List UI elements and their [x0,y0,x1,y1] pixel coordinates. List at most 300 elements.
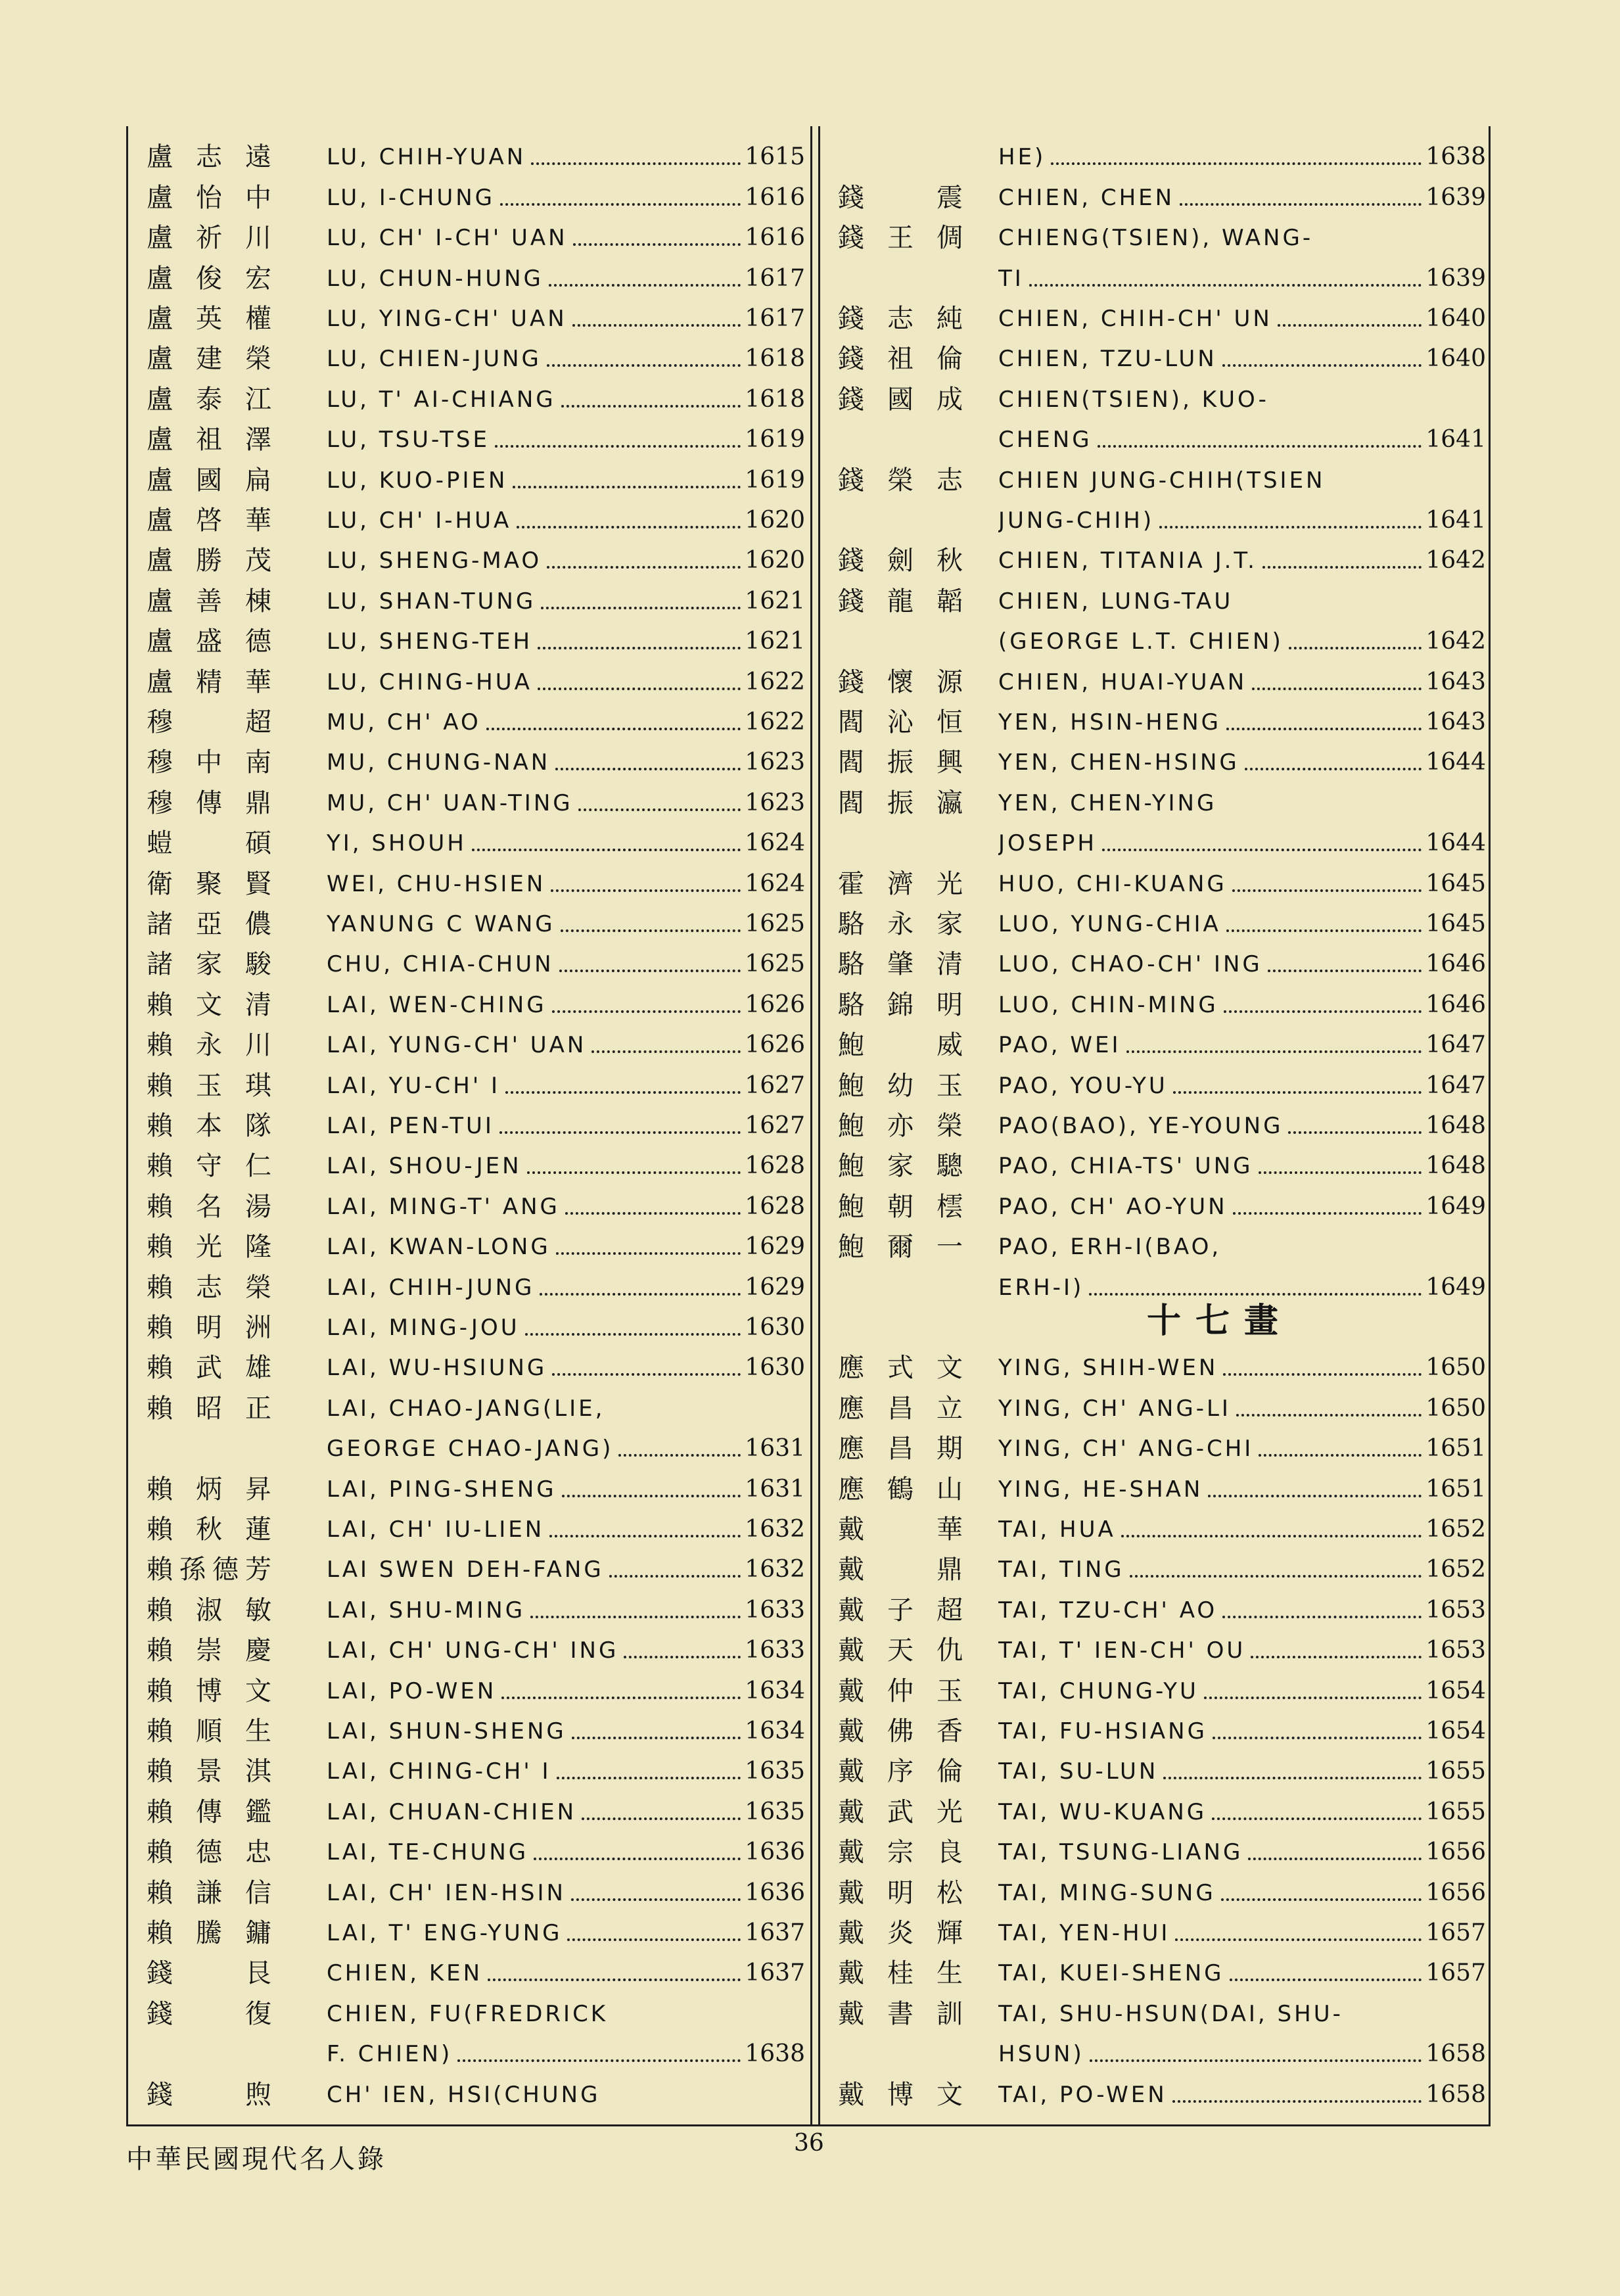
romanized-entry [327,708,812,737]
chinese-name: 賴 炳 昇 [147,1474,271,1505]
dot-leader [457,2059,741,2062]
romanized-name: LAI, MING-T' ANG [327,1193,560,1220]
romanized-entry [327,991,812,1019]
index-entry [820,818,1493,858]
romanized-entry [998,870,1493,899]
romanized-entry [998,1192,1493,1221]
chinese-name: 錢 復 [147,1998,271,2029]
page-reference: 1616 [745,224,805,252]
index-entry [820,1140,1493,1181]
romanized-name: CHU, CHIA-CHUN [327,951,554,978]
index-entry [820,858,1493,898]
chinese-name: 諸 家 駿 [147,949,271,980]
romanized-name: LU, I-CHUNG [327,184,496,211]
page-reference: 1622 [745,668,805,695]
romanized-name: LUO, YUNG-CHIA [998,910,1221,937]
romanized-entry [327,1273,812,1302]
chinese-name: 盧 泰 江 [147,384,271,415]
index-entry [820,2069,1493,2109]
dot-leader [1278,324,1422,327]
romanized-name: PAO, WEI [998,1032,1121,1059]
dot-leader [1223,1373,1422,1376]
chinese-name: 戴 宗 良 [838,1837,963,1868]
romanized-entry [327,1757,812,1786]
romanized-entry [327,1394,812,1423]
index-entry [128,1625,812,1665]
romanized-entry [327,1232,812,1261]
page-reference: 1654 [1425,1717,1486,1745]
page-reference: 1643 [1425,708,1486,736]
index-entry [820,414,1493,454]
index-entry [820,1867,1493,1907]
page-reference: 1628 [745,1192,805,1220]
page-reference: 1655 [1425,1798,1486,1825]
page-reference: 1638 [745,2040,805,2068]
chinese-name: 盧 盛 德 [147,626,271,657]
index-entry [128,1060,812,1100]
dot-leader [499,1131,741,1134]
chinese-name: 盧 俊 宏 [147,263,271,294]
chinese-name: 錢 懷 源 [838,667,963,697]
page-reference: 1617 [745,304,805,332]
index-entry [820,1181,1493,1221]
dot-leader [567,1938,741,1941]
page-reference: 1629 [745,1233,805,1261]
chinese-name: 盧 勝 茂 [147,546,271,576]
page-reference: 1623 [745,749,805,776]
index-entry [820,333,1493,373]
romanized-entry [998,1636,1493,1665]
index-entry [820,1100,1493,1140]
dot-leader [552,1010,741,1013]
romanized-name: TAI, FU-HSIANG [998,1718,1207,1745]
romanized-entry [998,1717,1493,1746]
dot-leader [609,1575,741,1578]
dot-leader [556,1252,741,1255]
index-entry [128,1140,812,1181]
romanized-name: CHIEN, TITANIA J.T. [998,548,1257,574]
chinese-name: 賴 永 川 [147,1030,271,1061]
page-reference: 1649 [1425,1273,1486,1301]
romanized-name: TAI, PO-WEN [998,2081,1167,2108]
section-heading: 十七畫 [1147,1301,1293,1341]
chinese-name: 盧 善 棟 [147,586,271,617]
dot-leader [1226,728,1422,730]
dot-leader [1248,1858,1422,1860]
index-entry [128,1100,812,1140]
index-entry [128,1948,812,1988]
page-reference: 1617 [745,264,805,292]
index-entry [820,172,1493,212]
page-reference: 1629 [745,1273,805,1301]
romanized-entry [327,1677,812,1706]
romanized-entry [998,1879,1493,1908]
chinese-name: 賴 傳 鑑 [147,1796,271,1827]
page-reference: 1639 [1425,183,1486,211]
page-reference: 1630 [745,1313,805,1341]
page-reference: 1626 [745,991,805,1018]
dot-leader [1159,526,1422,528]
index-entry [128,2028,812,2069]
index-entry [128,2069,812,2109]
chinese-name: 螘 碩 [147,828,271,859]
chinese-name: 戴 華 [838,1514,963,1545]
romanized-name: ERH-I) [998,1274,1084,1301]
index-entry [820,2028,1493,2069]
index-entry [128,737,812,777]
page-reference: 1657 [1425,1959,1486,1987]
dot-leader [1268,970,1422,972]
chinese-name: 鮑 家 驄 [838,1151,963,1182]
romanized-name: LAI, WU-HSIUNG [327,1355,547,1382]
chinese-name: 鮑 幼 玉 [838,1070,963,1101]
romanized-name: TAI, CHUNG-YU [998,1677,1199,1704]
romanized-name: TAI, HUA [998,1516,1116,1543]
index-entry [128,1382,812,1422]
romanized-name: WEI, CHU-HSIEN [327,870,546,897]
dot-leader [1098,445,1422,448]
romanized-name: CHIEN, HUAI-YUAN [998,668,1247,695]
chinese-name: 錢 艮 [147,1958,271,1989]
dot-leader [495,445,741,448]
romanized-entry [998,1555,1493,1584]
romanized-name: YING, HE-SHAN [998,1476,1203,1503]
romanized-name: LU, CHIH-YUAN [327,144,526,171]
romanized-entry [327,1798,812,1827]
romanized-name: CHIEN, TZU-LUN [998,346,1217,373]
chinese-name: 應 鶴 山 [838,1474,963,1505]
romanized-name: YEN, HSIN-HENG [998,709,1222,736]
dot-leader [1221,1898,1422,1901]
page-reference: 1646 [1425,950,1486,978]
dot-leader [573,243,741,246]
dot-leader [1251,1656,1422,1658]
dot-leader [538,647,741,649]
romanized-name: LAI, PO-WEN [327,1677,497,1704]
romanized-name: TAI, SHU-HSUN(DAI, SHU- [998,2000,1343,2027]
index-entry [128,858,812,898]
page-reference: 1633 [745,1637,805,1664]
page-reference: 1627 [745,1071,805,1099]
romanized-name: LU, CHING-HUA [327,668,532,695]
page-reference: 1621 [745,587,805,615]
chinese-name: 盧 祈 川 [147,223,271,254]
chinese-name: 賴 名 湯 [147,1191,271,1222]
dot-leader [1204,1697,1422,1699]
romanized-entry [327,1152,812,1181]
romanized-entry [998,506,1493,535]
dot-leader [486,728,741,730]
index-entry [820,373,1493,413]
dot-leader [561,929,741,932]
page-reference: 1631 [745,1475,805,1503]
dot-leader [472,849,741,851]
page-reference: 1641 [1425,506,1486,534]
romanized-entry [327,506,812,535]
dot-leader [561,405,741,408]
index-entry [128,656,812,696]
dot-leader [500,203,741,206]
index-entry [820,697,1493,737]
index-entry [820,454,1493,494]
dot-leader [1259,1454,1422,1457]
chinese-name: 應 昌 立 [838,1393,963,1424]
chinese-name: 賴 守 仁 [147,1151,271,1182]
romanized-name: LAI, PEN-TUI [327,1112,494,1139]
page-reference: 1655 [1425,1758,1486,1785]
index-entry [820,1908,1493,1948]
romanized-name: LU, KUO-PIEN [327,467,508,494]
chinese-name: 賴 本 隊 [147,1110,271,1141]
dot-leader [572,1737,741,1739]
page-reference: 1647 [1425,1031,1486,1059]
romanized-name: (GEORGE L.T. CHIEN) [998,628,1284,655]
page-reference: 1643 [1425,668,1486,695]
index-entry [820,1463,1493,1503]
romanized-entry [327,1192,812,1221]
chinese-name: 錢 祖 倫 [838,344,963,375]
romanized-name: LU, TSU-TSE [327,427,490,454]
romanized-entry [327,1515,812,1544]
romanized-entry [998,1475,1493,1504]
romanized-entry [998,627,1493,656]
dot-leader [1236,1414,1422,1417]
index-entry [820,212,1493,252]
romanized-name: MU, CH' UAN-TING [327,789,573,816]
romanized-name: PAO(BAO), YE-YOUNG [998,1112,1284,1139]
chinese-name: 戴 天 仇 [838,1635,963,1666]
romanized-name: LAI, SHUN-SHENG [327,1718,567,1745]
romanized-name: LAI, CHUAN-CHIEN [327,1798,577,1825]
page-reference: 1621 [745,628,805,655]
dot-leader [1175,1938,1422,1941]
page-reference: 1648 [1425,1152,1486,1180]
page-reference: 1625 [745,950,805,978]
dot-leader [578,808,741,811]
page-reference: 1647 [1425,1071,1486,1099]
index-entry [128,818,812,858]
chinese-name: 賴 志 榮 [147,1272,271,1303]
page-reference: 1658 [1425,2040,1486,2068]
romanized-name: CH' IEN, HSI(CHUNG [327,2081,601,2108]
romanized-name: CHENG [998,427,1092,454]
romanized-entry [327,183,812,212]
romanized-entry [998,1798,1493,1827]
romanized-entry [998,2080,1493,2109]
page-reference: 1639 [1425,264,1486,292]
index-entry [128,1342,812,1382]
dot-leader [1262,566,1422,569]
romanized-entry [327,1112,812,1140]
dot-leader [551,889,741,892]
romanized-entry [327,627,812,656]
index-entry [128,1665,812,1705]
page-reference: 1642 [1425,628,1486,655]
dot-leader [1222,364,1422,367]
romanized-entry [327,344,812,373]
chinese-name: 賴 德 忠 [147,1837,271,1868]
index-entry [128,1544,812,1584]
romanized-entry [998,1152,1493,1181]
index-entry [820,1504,1493,1544]
romanized-entry [998,587,1493,616]
page-reference: 1622 [745,708,805,736]
romanized-name: CHIEN, CHEN [998,184,1175,211]
romanized-name: TI [998,265,1024,292]
index-entry [820,1423,1493,1463]
page-reference: 1640 [1425,304,1486,332]
index-entry [128,1746,812,1786]
romanized-entry [327,2040,812,2069]
index-entry [128,131,812,172]
chinese-name: 賴 孫 德 芳 [147,1555,271,1585]
dot-leader [1163,1777,1422,1779]
romanized-entry [327,466,812,495]
romanized-entry [998,1677,1493,1706]
dot-leader [547,566,741,569]
index-entry [820,1060,1493,1100]
page-reference: 1638 [1425,143,1486,171]
romanized-name: TAI, TING [998,1557,1124,1583]
chinese-name: 應 昌 期 [838,1434,963,1464]
romanized-name: TAI, YEN-HUI [998,1919,1170,1946]
index-entry [820,1382,1493,1422]
dot-leader [1172,2100,1422,2103]
romanized-name: LAI, CH' IU-LIEN [327,1516,545,1543]
romanized-entry [998,304,1493,333]
romanized-name: LU, CH' I-HUA [327,507,512,534]
chinese-name: 賴 武 雄 [147,1353,271,1384]
dot-leader [1208,1495,1422,1497]
index-entry [820,1019,1493,1060]
dot-leader [624,1656,741,1658]
page-reference: 1642 [1425,547,1486,574]
chinese-name: 錢 志 純 [838,303,963,334]
index-entry [820,656,1493,696]
index-entry [128,1261,812,1301]
romanized-name: LU, SHAN-TUNG [327,588,536,615]
index-entry [820,1221,1493,1261]
dot-leader [517,526,741,528]
chinese-name: 盧 志 遠 [147,142,271,173]
page-reference: 1651 [1425,1435,1486,1463]
index-entry [128,333,812,373]
index-entry [128,495,812,535]
page-reference: 1634 [745,1717,805,1745]
index-entry [820,1584,1493,1624]
page-reference: 1624 [745,830,805,857]
dot-leader [618,1454,741,1457]
romanized-name: LU, YING-CH' UAN [327,305,567,332]
romanized-entry [327,829,812,858]
romanized-entry [327,1031,812,1060]
romanized-entry [327,950,812,979]
index-entry [128,252,812,293]
romanized-name: TAI, KUEI-SHENG [998,1960,1224,1987]
page-reference: 1656 [1425,1839,1486,1866]
page-reference: 1653 [1425,1637,1486,1664]
index-entry [820,777,1493,817]
index-entry [128,1302,812,1342]
dot-leader [591,1050,741,1053]
romanized-name: LAI, YU-CH' I [327,1072,501,1099]
index-entry [820,1827,1493,1867]
index-entry [128,414,812,454]
romanized-entry [998,789,1493,818]
page-reference: 1637 [745,1919,805,1946]
chinese-name: 賴 明 洲 [147,1312,271,1343]
romanized-name: TAI, T' IEN-CH' OU [998,1637,1246,1664]
romanized-name: LAI, TE-CHUNG [327,1839,529,1866]
romanized-name: CHIEN, CHIH-CH' UN [998,305,1272,332]
chinese-name: 盧 祖 澤 [147,425,271,456]
chinese-name: 戴 鼎 [838,1555,963,1585]
page-reference: 1650 [1425,1394,1486,1422]
romanized-entry [998,223,1493,252]
romanized-name: CHIEN, KEN [327,1960,483,1987]
page-reference: 1644 [1425,830,1486,857]
chinese-name: 盧 啓 華 [147,505,271,536]
chinese-name: 穆 傳 鼎 [147,787,271,818]
romanized-entry [998,1232,1493,1261]
chinese-name: 賴 光 隆 [147,1232,271,1263]
chinese-name: 穆 超 [147,707,271,738]
index-entry [128,1584,812,1624]
page-reference: 1627 [745,1112,805,1139]
romanized-name: YEN, CHEN-YING [998,789,1217,816]
chinese-name: 穆 中 南 [147,747,271,778]
romanized-entry [998,991,1493,1019]
chinese-name: 戴 博 文 [838,2079,963,2110]
page-reference: 1657 [1425,1919,1486,1946]
page-reference: 1632 [745,1556,805,1583]
chinese-name: 鮑 亦 榮 [838,1110,963,1141]
romanized-name: LAI, PING-SHENG [327,1476,557,1503]
chinese-name: 錢 榮 志 [838,465,963,496]
romanized-entry [327,546,812,575]
chinese-name: 戴 明 松 [838,1877,963,1908]
romanized-entry [998,1434,1493,1463]
page-reference: 1623 [745,789,805,816]
dot-leader [557,1777,741,1779]
romanized-name: MU, CHUNG-NAN [327,749,551,776]
romanized-name: YING, SHIH-WEN [998,1355,1218,1382]
page-reference: 1650 [1425,1354,1486,1382]
dot-leader [501,1697,741,1699]
dot-leader [488,1979,741,1981]
chinese-name: 賴 淑 敏 [147,1595,271,1626]
page-reference: 1641 [1425,426,1486,454]
dot-leader [1102,849,1422,851]
romanized-name: LAI, SHOU-JEN [327,1153,522,1180]
page-reference: 1656 [1425,1879,1486,1906]
romanized-entry [327,1636,812,1665]
romanized-name: PAO, YOU-YU [998,1072,1168,1099]
romanized-name: LAI, CHAO-JANG(LIE, [327,1395,605,1422]
page-reference: 1648 [1425,1112,1486,1139]
index-entry [128,373,812,413]
romanized-entry [998,2040,1493,2069]
chinese-name: 錢 震 [838,182,963,213]
chinese-name: 閻 沁 恒 [838,707,963,738]
romanized-name: JOSEPH [998,830,1097,857]
index-entry [128,899,812,939]
dot-leader [505,1091,741,1094]
index-entry [820,939,1493,979]
page-reference: 1644 [1425,749,1486,776]
romanized-name: HE) [998,144,1046,171]
chinese-name: 錢 王 倜 [838,223,963,254]
